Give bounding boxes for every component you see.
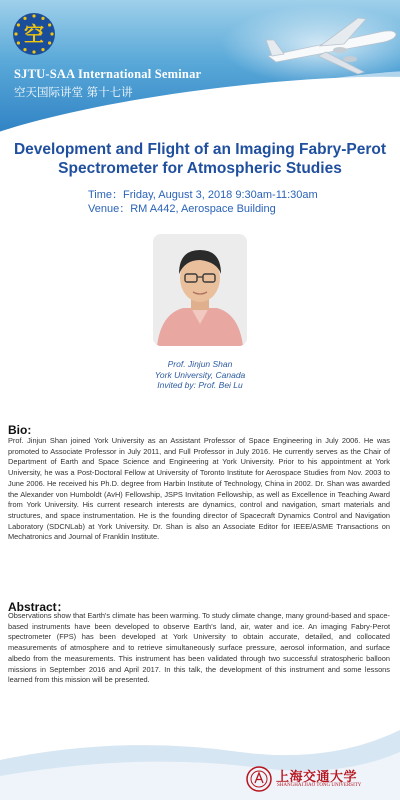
sjtu-emblem-icon: [246, 766, 272, 792]
speaker-info: [100, 359, 300, 391]
venue-value: RM A442, Aerospace Building: [130, 203, 276, 215]
university-name-cn: 上海交通大学: [276, 769, 358, 784]
talk-title: Development and Flight of an Imaging Fabry-Perot Spectrometer for Atmospheric Studies: [13, 141, 387, 177]
time-row: [88, 188, 318, 202]
time-label: Time：: [88, 189, 124, 201]
abstract-text: Observations show that Earth's climate has been warming. To study climate change, many ground-based and space-based instruments have been developed to observe Earth's land, air, water and ice. An imaging Fabry-Perot spectrometer (FPS) has been developed at York University to obtain accurate, detailed, and collocated measurements of atmosphere and to retrieve simultaneously surface pressure, aerosol information, and surface albedo from the measurements. This instrument has been validated through two successful stratospheric balloon missions in September 2016 and April 2017. In this talk, the development of this instrument and some lessons learned from this mission will be presented.: [8, 611, 390, 685]
seminar-title-cn: 空天国际讲堂 第十七讲: [14, 85, 133, 99]
seminar-emblem-icon: [12, 12, 56, 56]
venue-label: Venue：: [88, 203, 131, 215]
bio-heading: Bio:: [8, 423, 32, 437]
speaker-inviter: Invited by: Prof. Bei Lu: [157, 380, 243, 390]
airplane-icon: [262, 6, 398, 80]
university-name-en: SHANGHAI JIAO TONG UNIVERSITY: [277, 783, 362, 788]
speaker-photo: [153, 234, 247, 346]
svg-text:空: 空: [24, 22, 44, 46]
speaker-portrait-icon: [153, 234, 247, 346]
venue-row: [88, 202, 318, 216]
time-value: Friday, August 3, 2018 9:30am-11:30am: [123, 189, 318, 201]
speaker-affiliation: York University, Canada: [154, 369, 246, 380]
header-banner: [0, 0, 400, 135]
talk-meta: [88, 188, 318, 216]
seminar-title-en: SJTU-SAA International Seminar: [14, 67, 202, 81]
abstract-heading: Abstract：: [8, 600, 69, 614]
bio-text: Prof. Jinjun Shan joined York University as an Assistant Professor of Space Engineering in July 2006. He was promoted to Associate Professor in July 2011, and Full Professor in July 2016. He currently serves as the Chair of Department of Earth and Space Science and Engineering at York University. Prior to his appointment at York University, he was a Post-Doctoral Fellow at University of Toronto Institute for Aerospace Studies from Nov. 2003 to June 2006. He received his Ph.D. degree from Harbin Institute of Technology, China in 2002. Dr. Shan was awarded the Alexander von Humboldt (AvH) Fellowship, JSPS Invitation Fellowship, as well as Excellence in Teaching Award from York University. His current research interests are dynamics, control and navigation, smart materials and structures, and space instrumentation. He is the founding director of Spacecraft Dynamics Control and Navigation Laboratory (SDCNLab) at York University. Dr. Shan is also an Associate Editor for IEEE/ASME Transactions on Mechatronics and Journal of Franklin Institute.: [8, 436, 390, 542]
speaker-name: Prof. Jinjun Shan: [167, 359, 233, 369]
